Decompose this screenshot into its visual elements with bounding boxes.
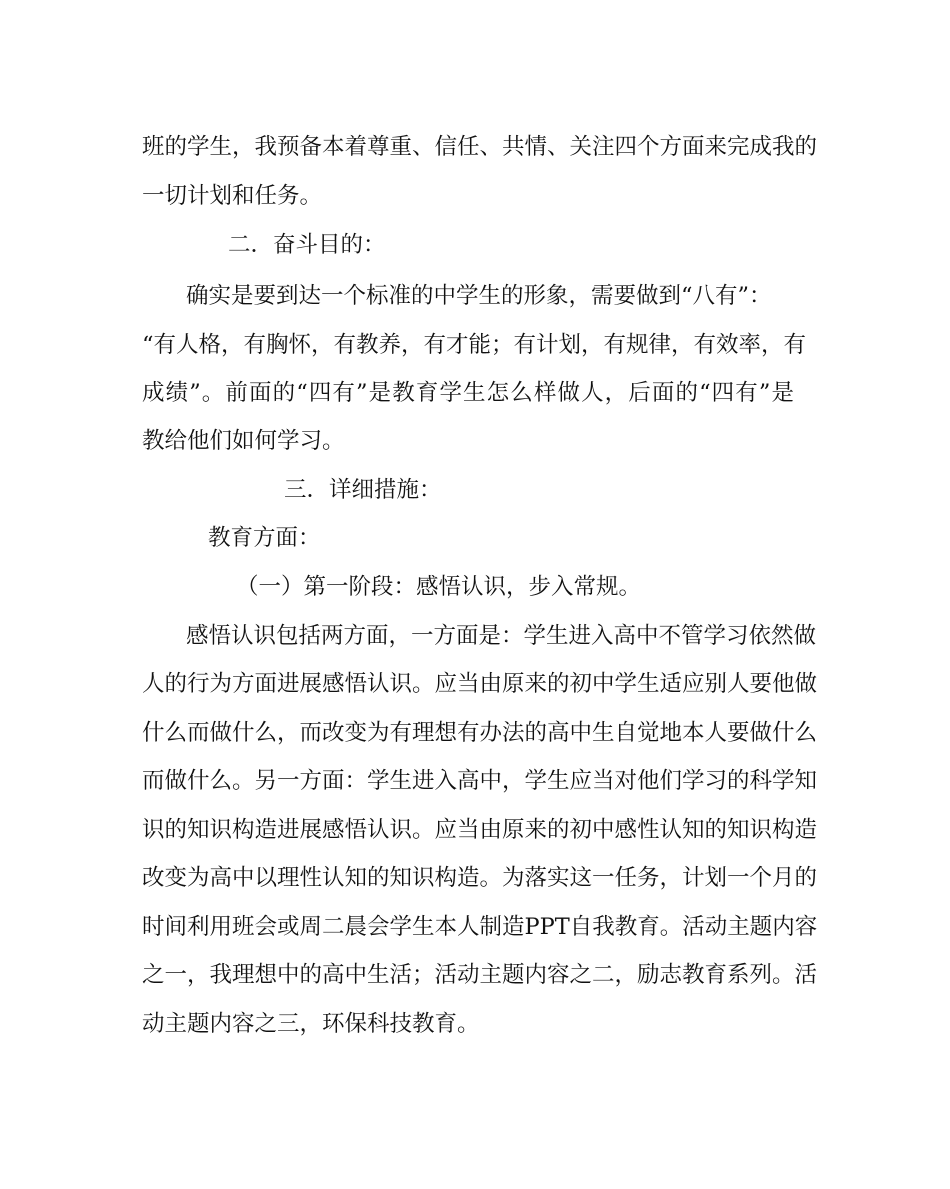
paragraph-line: 而做什么。另一方面：学生进入高中，学生应当对他们学习的科学知: [142, 768, 818, 794]
paragraph-line: 什么而做什么，而改变为有理想有办法的高中生自觉地本人要做什么: [142, 720, 818, 746]
paragraph-line: 人的行为方面进展感悟认识。应当由原来的初中学生适应别人要他做: [142, 671, 818, 697]
paragraph-line: 动主题内容之三，环保科技教育。: [142, 1011, 480, 1037]
subsection-heading-education: 教育方面：: [208, 525, 321, 551]
paragraph-line: 时间利用班会或周二晨会学生本人制造PPT自我教育。活动主题内容: [142, 914, 818, 940]
paragraph-line: 识的知识构造进展感悟认识。应当由原来的初中感性认知的知识构造: [142, 817, 818, 843]
stage-heading: （一）第一阶段：感悟认识，步入常规。: [236, 574, 642, 600]
paragraph-line: 教给他们如何学习。: [142, 428, 345, 454]
section-heading-measures: 三．详细措施：: [284, 477, 442, 503]
paragraph-line: 改变为高中以理性认知的知识构造。为落实这一任务，计划一个月的: [142, 865, 818, 891]
paragraph-line: 成绩”。前面的“四有”是教育学生怎么样做人，后面的“四有”是: [142, 380, 794, 406]
section-heading-goals: 二．奋斗目的：: [228, 232, 386, 258]
paragraph-line: 一切计划和任务。: [142, 183, 323, 209]
paragraph-line: 感悟认识包括两方面，一方面是：学生进入高中不管学习依然做: [186, 623, 817, 649]
paragraph-line: “有人格，有胸怀，有教养，有才能；有计划，有规律，有效率，有: [142, 332, 807, 358]
paragraph-line: 确实是要到达一个标准的中学生的形象，需要做到“八有”：: [186, 283, 772, 309]
paragraph-line: 班的学生，我预备本着尊重、信任、共情、关注四个方面来完成我的: [142, 134, 818, 160]
paragraph-line: 之一，我理想中的高中生活；活动主题内容之二，励志教育系列。活: [142, 962, 818, 988]
